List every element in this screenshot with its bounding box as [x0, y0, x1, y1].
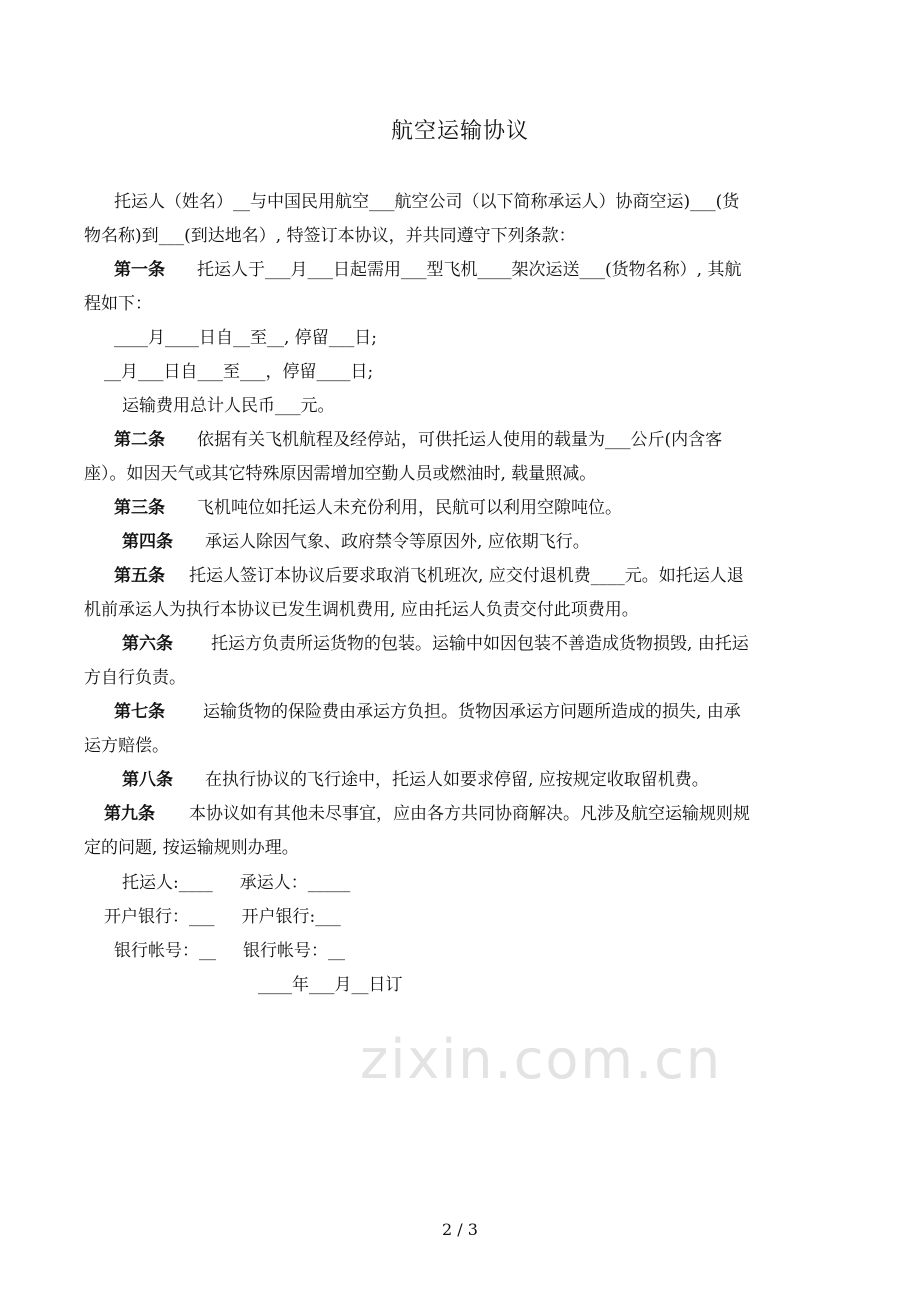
article-5: [114, 559, 866, 593]
article-label: 第三条: [114, 498, 165, 518]
page-number: 2 / 3: [442, 1220, 478, 1239]
article-2: [114, 423, 866, 457]
article-text: 承运人除因气象、政府禁令等原因外, 应依期飞行。: [205, 532, 590, 552]
intro-line: 物名称)到___(到达地名）, 特签订本协议，并共同遵守下列条款：: [84, 226, 576, 246]
signature-line: 托运人:____ 承运人：_____: [122, 873, 351, 893]
article-label: 第六条: [122, 634, 173, 654]
watermark: zixin.com.cn: [360, 1028, 723, 1091]
article-text: 托运人于___月___日起需用___型飞机____架次运送___(货物名称）, 其航: [197, 260, 742, 280]
article-text: 运输货物的保险费由承运方负担。货物因承运方问题所造成的损失, 由承: [203, 702, 741, 722]
article-text: 机前承运人为执行本协议已发生调机费用, 应由托运人负责交付此项费用。: [84, 600, 639, 620]
article-label: 第二条: [114, 430, 165, 450]
article-label: 第九条: [104, 804, 155, 824]
article-9: [104, 797, 856, 831]
article-text: 本协议如有其他未尽事宜，应由各方共同协商解决。凡涉及航空运输规则规: [189, 804, 750, 824]
article-label: 第四条: [122, 532, 173, 552]
article-text: 定的问题, 按运输规则办理。: [84, 838, 299, 858]
article-text: 托运方负责所运货物的包装。运输中如因包装不善造成货物损毁, 由托运: [211, 634, 749, 654]
article-label: 第五条: [114, 566, 165, 586]
article-text: 运方赔偿。: [84, 736, 169, 756]
document-title: 航空运输协议: [390, 119, 529, 144]
schedule-line: __月___日自___至___，停留____日;: [104, 362, 374, 382]
signature-line: 银行帐号：__ 银行帐号：__: [114, 941, 346, 961]
article-label: 第一条: [114, 260, 165, 280]
article-text: 程如下：: [84, 294, 152, 314]
article-1: [114, 253, 866, 287]
article-text: 座）。如因天气或其它特殊原因需增加空勤人员或燃油时, 载量照减。: [84, 464, 597, 484]
article-7: [114, 695, 866, 729]
date-line: ____年___月__日订: [258, 975, 403, 995]
article-3: [114, 491, 866, 525]
schedule-line: ____月____日自__至__, 停留___日;: [114, 328, 378, 348]
article-label: 第八条: [122, 770, 173, 790]
article-text: 依据有关飞机航程及经停站，可供托运人使用的载量为___公斤(内含客: [197, 430, 723, 450]
article-4: [122, 525, 874, 559]
article-text: 方自行负责。: [84, 668, 186, 688]
article-text: 飞机吨位如托运人未充份利用，民航可以利用空隙吨位。: [197, 498, 622, 518]
article-6: [122, 627, 874, 661]
intro-line: 托运人（姓名）__与中国民用航空___航空公司（以下简称承运人）协商空运)___(货: [114, 192, 740, 212]
article-text: 在执行协议的飞行途中，托运人如要求停留, 应按规定收取留机费。: [205, 770, 709, 790]
article-8: [122, 763, 874, 797]
cost-line: 运输费用总计人民币___元。: [122, 396, 335, 416]
signature-line: 开户银行：___ 开户银行:___: [104, 907, 341, 927]
article-text: 托运人签订本协议后要求取消飞机班次, 应交付退机费____元。如托运人退: [189, 566, 744, 586]
article-label: 第七条: [114, 702, 165, 722]
